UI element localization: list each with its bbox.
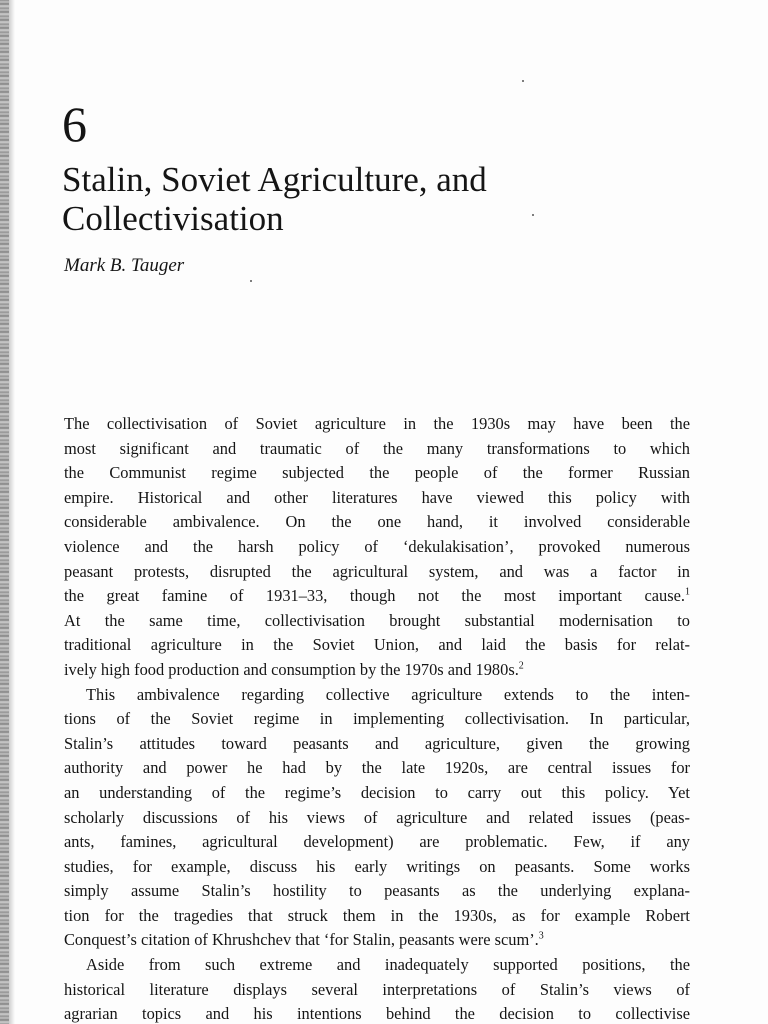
text-line: studies, for example, discuss his early writings on peasants. Some works (64, 856, 690, 876)
text-line: considerable ambivalence. On the one hand, it involved considerable (64, 512, 690, 532)
text-line: Conquest’s citation of Khrushchev that ‘for Stalin, peasants were scum’.$^3$ (64, 930, 544, 950)
text-line: historical literature displays several interpretations of Stalin’s views of (64, 979, 690, 999)
text-line: empire. Historical and other literatures have viewed this policy with (64, 487, 690, 507)
text-line: peasant protests, disrupted the agricultural system, and was a factor in (64, 561, 690, 581)
text-line: an understanding of the regime’s decision to carry out this policy. Yet (64, 782, 690, 802)
text-line: tions of the Soviet regime in implementing collectivisation. In particular, (64, 709, 690, 729)
footnote-ref: 1 (685, 586, 690, 598)
text-line: tion for the tragedies that struck them in the 1930s, as for example Robert (64, 905, 690, 925)
text-line: ively high food production and consumption by the 1970s and 1980s.$^2$ (64, 659, 524, 679)
chapter-title-line: Stalin, Soviet Agriculture, and (62, 160, 487, 199)
text-line: Aside from such extreme and inadequately supported positions, the (86, 955, 690, 975)
text-line: agrarian topics and his intentions behind the decision to collectivise (64, 1004, 690, 1024)
scan-speck (250, 280, 252, 282)
chapter-title (62, 160, 702, 238)
scan-gutter-shadow (0, 0, 9, 1024)
scan-gutter-fade (9, 0, 15, 1024)
footnote-ref: 2 (518, 660, 524, 672)
text-line: the great famine of 1931–33, though not the most important cause.$^1$ (64, 586, 690, 606)
text-line: ants, famines, agricultural development) are problematic. Few, if any (64, 832, 690, 852)
text-line: traditional agriculture in the Soviet Union, and laid the basis for relat- (64, 635, 690, 655)
text-line: violence and the harsh policy of ‘dekulakisation’, provoked numerous (64, 536, 690, 556)
author-name: Mark B. Tauger (64, 255, 185, 276)
text-line: This ambivalence regarding collective agriculture extends to the inten- (86, 684, 690, 704)
text-line: authority and power he had by the late 1920s, are central issues for (64, 758, 690, 778)
text-line: most significant and traumatic of the many transformations to which (64, 438, 690, 458)
footnote-ref: 3 (538, 931, 544, 942)
text-line: At the same time, collectivisation brought substantial modernisation to (64, 610, 690, 630)
chapter-number: 6 (62, 96, 87, 152)
text-line: Stalin’s attitudes toward peasants and agriculture, given the growing (64, 733, 690, 753)
text-line: The collectivisation of Soviet agriculture in the 1930s may have been the (64, 414, 690, 433)
text-line: simply assume Stalin’s hostility to peasants as the underlying explana- (64, 881, 690, 901)
body-text (64, 412, 690, 1024)
text-line: scholarly discussions of his views of agriculture and related issues (peas- (64, 807, 690, 827)
text-line: the Communist regime subjected the people of the former Russian (64, 463, 690, 483)
chapter-title-line: Collectivisation (62, 199, 284, 238)
scan-speck (522, 80, 524, 82)
